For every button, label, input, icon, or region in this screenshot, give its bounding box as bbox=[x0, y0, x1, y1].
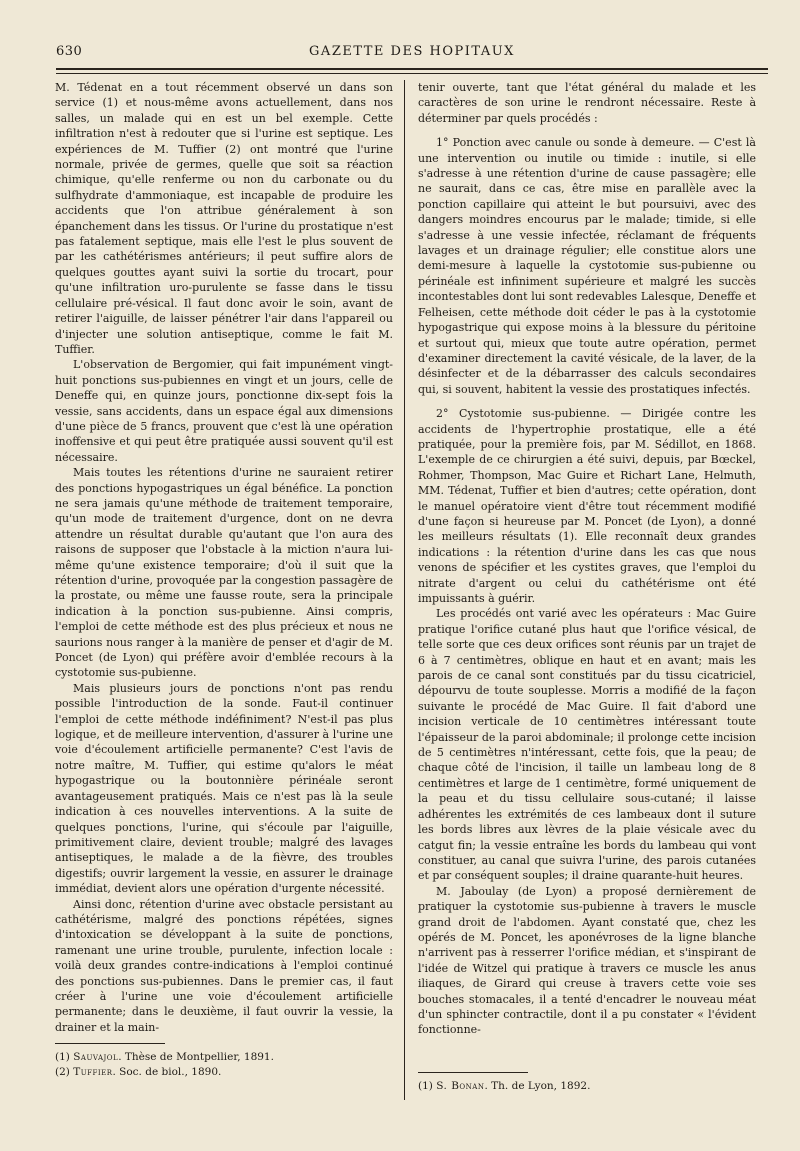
column-divider bbox=[404, 80, 405, 1100]
left-footnotes bbox=[55, 1050, 274, 1080]
left-paragraph-1: M. Tédenat en a tout récemment observé un dans son service (1) et nous-même avons actuellement, dans nos salles, un malade qui en est un bel exemple. Cette infiltration n'est à redouter que si l'urine est septique. Les expériences de M. Tuffier (2) ont montré que l'urine normale, privée de germes, quelle que soit sa réaction chimique, qu'elle renferme ou non du carbonate ou du sulfhydrate d'ammoniaque, est incapable de produire les accidents que l'on attribue généralement à son épanchement dans les tissus. Or l'urine du prostatique n'est pas fatalement septique, mais elle l'est le plus souvent de par les cathétérismes antérieurs; il peut suffire alors de quelques gouttes ayant suivi la sortie du trocart, pour qu'une infiltration uro-purulente se fasse dans le tissu cellulaire pré-vésical. Il faut donc avoir le soin, avant de retirer l'aiguille, de laisser pénétrer l'air dans l'appareil ou d'injecter une solution antiseptique, comme le fait M. Tuffier. bbox=[55, 81, 393, 356]
footnote-author: Sauvajol bbox=[73, 1051, 119, 1063]
footnote-text: . Th. de Lyon, 1892. bbox=[484, 1080, 591, 1092]
footnote-marker: (1) bbox=[418, 1080, 433, 1092]
left-column bbox=[55, 80, 393, 1035]
footnote-1 bbox=[418, 1079, 590, 1094]
header-rule-thin bbox=[56, 73, 768, 74]
page-header bbox=[56, 40, 768, 60]
footnote-text: . Thèse de Montpellier, 1891. bbox=[118, 1051, 274, 1063]
footnote-marker: (2) bbox=[55, 1066, 70, 1078]
left-paragraph-3: Mais toutes les rétentions d'urine ne sauraient retirer des ponctions hypogastriques un égal bénéfice. La ponction ne sera jamais qu'une méthode de traitement temporaire, qu'un mode de traitement d'urgence, dont on ne devra attendre un résultat durable qu'autant que l'on aura des raisons de supposer que l'obstacle à la miction n'aura lui-même qu'une existence temporaire; d'où il suit que la rétention d'urine, provoquée par la congestion passagère de la prostate, ou même une fausse route, sera la principale indication à la ponction sus-pubienne. Ainsi compris, l'emploi de cette méthode est des plus précieux et nous ne saurions nous ranger à la manière de penser et d'agir de M. Poncet (de Lyon) qui préfère avoir d'emblée recours à la cystotomie sus-pubienne. bbox=[55, 466, 393, 680]
footnote-2 bbox=[55, 1065, 274, 1080]
right-paragraph-3: 2° Cystotomie sus-pubienne. — Dirigée contre les accidents de l'hypertrophie prostatique, elle a été pratiquée, pour la première fois, par M. Sédillot, en 1868. L'exemple de ce chirurgien a été suivi, depuis, par Bœckel, Rohmer, Thompson, Mac Guire et Richart Lane, Helmuth, MM. Tédenat, Tuffier et bien d'autres; cette opération, dont le manuel opératoire vient d'être tout récemment modifié d'une façon si heureuse par M. Poncet (de Lyon), a donné les meilleurs résultats (1). Elle reconnaît deux grandes indications : la rétention d'urine dans les cas que nous venons de spécifier et les cystites graves, que l'emploi du nitrate d'argent ou celui du cathétérisme ont été impuissants à guérir. bbox=[418, 407, 756, 605]
left-paragraph-2: L'observation de Bergomier, qui fait impunément vingt-huit ponctions sus-pubiennes en vingt et un jours, celle de Deneffe qui, en quinze jours, ponctionne dix-sept fois la vessie, sans accidents, dans un espace égal aux dimensions d'une pièce de 5 francs, prouvent que c'est là une opération inoffensive et qui peut être pratiquée aussi souvent qu'il est nécessaire. bbox=[55, 358, 393, 464]
left-footnote-rule bbox=[55, 1043, 165, 1044]
right-paragraph-5: M. Jaboulay (de Lyon) a proposé dernièrement de pratiquer la cystotomie sus-pubienne à travers le muscle grand droit de l'abdomen. Ayant constaté que, chez les opérés de M. Poncet, les aponévroses de la ligne blanche n'arrivent pas à resserrer l'orifice médian, et s'inspirant de l'idée de Witzel qui pratique à travers ce muscle les anus iliaques, de Girard qui creuse à travers cette voie ses bouches stomacales, il a tenté d'encadrer le nouveau méat d'un sphincter contractile, dont il a pu constater « l'évident fonctionne- bbox=[418, 884, 756, 1037]
right-paragraph-1: tenir ouverte, tant que l'état général du malade et les caractères de son urine le rendront nécessaire. Reste à déterminer par quels procédés : bbox=[418, 81, 756, 125]
footnote-author: Tuffier bbox=[73, 1066, 113, 1078]
footnote-author: S. Bonan bbox=[436, 1080, 485, 1092]
right-paragraph-2: 1° Ponction avec canule ou sonde à demeure. — C'est là une intervention ou inutile ou timide : inutile, si elle s'adresse à une rétention d'urine de cause passagère; elle ne saurait, dans ce cas, être mise en parallèle avec la ponction capillaire qui atteint le but poursuivi, avec des dangers moindres encourus par le malade; timide, si elle s'adresse à une vessie infectée, réclamant de fréquents lavages et un drainage régulier; elle constitue alors une demi-mesure à laquelle la cystotomie sus-pubienne ou périnéale est infiniment supérieure et malgré les succès incontestables dont lui sont redevables Lalesque, Deneffe et Felheisen, cette méthode doit céder le pas à la cystotomie hypogastrique qui expose moins à la blessure du péritoine et surtout qui, mieux que toute autre opération, permet d'examiner directement la cavité vésicale, de la laver, de la désinfecter et de la débarrasser des calculs secondaires qui, si souvent, habitent la vessie des prostatiques infectés. bbox=[418, 136, 756, 396]
right-footnote-rule bbox=[418, 1072, 528, 1073]
right-column bbox=[418, 80, 756, 1038]
footnote-1 bbox=[55, 1050, 274, 1065]
footnote-text: . Soc. de biol., 1890. bbox=[112, 1066, 222, 1078]
footnote-marker: (1) bbox=[55, 1051, 70, 1063]
right-footnotes bbox=[418, 1079, 590, 1094]
left-paragraph-4: Mais plusieurs jours de ponctions n'ont pas rendu possible l'introduction de la sonde. Faut-il continuer l'emploi de cette méthode indéfiniment? N'est-il pas plus logique, et de meilleure intervention, d'assurer à l'urine une voie d'écoulement artificielle permanente? C'est l'avis de notre maître, M. Tuffier, qui estime qu'alors le méat hypogastrique ou la boutonnière périnéale seront avantageusement pratiqués. Mais ce n'est pas là la seule indication à ces nouvelles interventions. A la suite de quelques ponctions, l'urine, qui s'écoule par l'aiguille, primitivement claire, devient trouble; malgré des lavages antiseptiques, le malade a de la fièvre, des troubles digestifs; ouvrir largement la vessie, en assurer le drainage immédiat, devient alors une opération d'urgente nécessité. bbox=[55, 681, 393, 896]
page-number: 630 bbox=[56, 44, 83, 59]
right-paragraph-4: Les procédés ont varié avec les opérateurs : Mac Guire pratique l'orifice cutané plus haut que l'orifice vésical, de telle sorte que ces deux orifices sont réunis par un trajet de 6 à 7 centimètres, oblique en haut et en avant; mais les parois de ce canal sont constitués par du tissu cicatriciel, dépourvu de toute souplesse. Morris a modifié de la façon suivante le procédé de Mac Guire. Il fait d'abord une incision verticale de 10 centimètres intéressant toute l'épaisseur de la paroi abdominale; il prolonge cette incision de 5 centimètres n'intéressant, cette fois, que la peau; de chaque côté de l'incision, il taille un lambeau long de 8 centimètres et large de 1 centimètre, formé uniquement de la peau et du tissu cellulaire sous-cutané; il laisse adhérentes les extrémités de ces lambeaux dont il suture les bords libres aux lèvres de la plaie vésicale avec du catgut fin; la vessie entraîne les bords du lambeau qui vont constituer, au canal que suivra l'urine, des parois cutanées et par conséquent souples; il draine quarante-huit heures. bbox=[418, 607, 756, 883]
journal-title: GAZETTE DES HOPITAUX bbox=[309, 44, 515, 59]
header-rule-thick bbox=[56, 68, 768, 70]
left-paragraph-5: Ainsi donc, rétention d'urine avec obstacle persistant au cathétérisme, malgré des ponctions répétées, signes d'intoxication se développant à la suite de ponctions, ramenant une urine trouble, purulente, infection locale : voilà deux grandes contre-indications à l'emploi continué des ponctions sus-pubiennes. Dans le premier cas, il faut créer à l'urine une voie d'écoulement artificielle permanente; dans le deuxième, il faut ouvrir la vessie, la drainer et la main- bbox=[55, 897, 393, 1034]
